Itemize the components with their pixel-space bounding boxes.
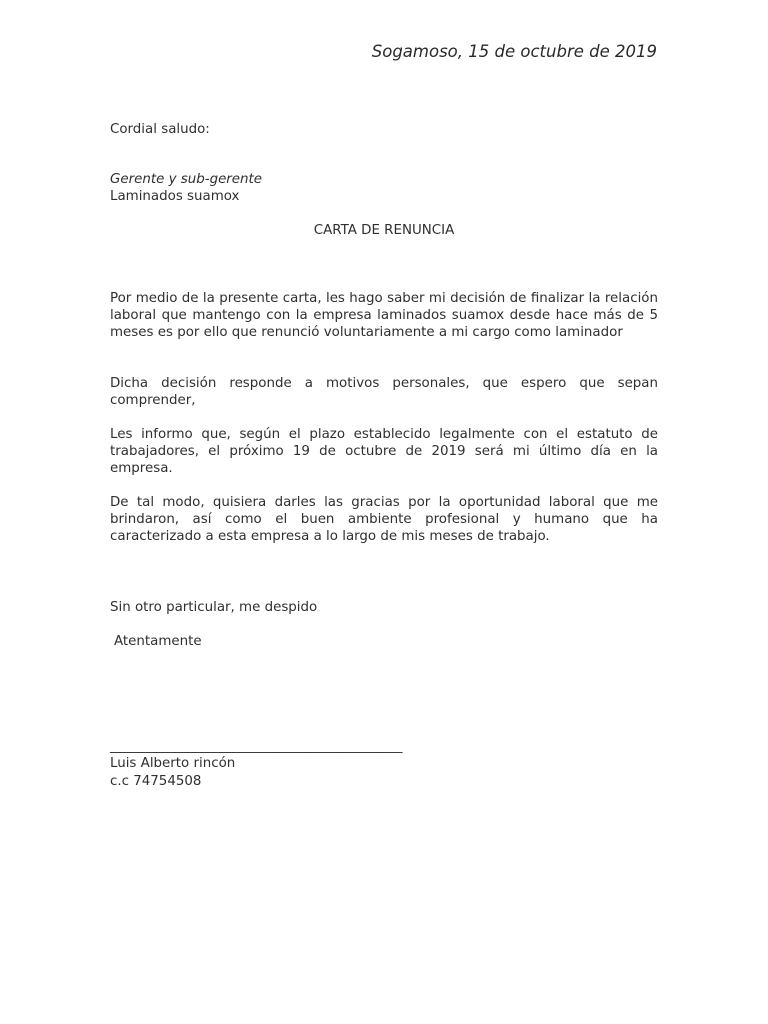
signature-line: _____________________________________________ (110, 739, 403, 754)
signer-id: c.c 74754508 (110, 774, 202, 789)
letter-title (0, 222, 768, 239)
letter-title-text: CARTA DE RENUNCIA (313, 223, 455, 238)
body-paragraph-2: Dicha decisión responde a motivos personales, que espero que sepan comprender, (110, 376, 658, 408)
signer-name: Luis Alberto rincón (110, 756, 236, 771)
date-line: Sogamoso, 15 de octubre de 2019 (371, 42, 657, 61)
body-paragraph-3: Les informo que, según el plazo establecido legalmente con el estatuto de trabajadores, el próximo 19 de octubre de 2019 será mi último día en la empresa. (110, 427, 658, 476)
body-paragraph-1: Por medio de la presente carta, les hago saber mi decisión de finalizar la relación laboral que mantengo con la empresa laminados suamox desde hace más de 5 meses es por ello que renunció voluntariamente a mi cargo como laminador (110, 291, 658, 340)
recipient-block (110, 171, 262, 205)
recipient-role: Gerente y sub-gerente (110, 172, 263, 187)
recipient-company: Laminados suamox (110, 189, 240, 204)
body-paragraph-4: De tal modo, quisiera darles las gracias por la oportunidad laboral que me brindaron, así como el buen ambiente profesional y humano que ha caracterizado a esta empresa a lo largo de mis meses de trabajo. (110, 495, 658, 544)
greeting: Cordial saludo: (110, 122, 210, 137)
regards-line: Atentamente (114, 634, 202, 649)
closing-line: Sin otro particular, me despido (110, 600, 318, 615)
